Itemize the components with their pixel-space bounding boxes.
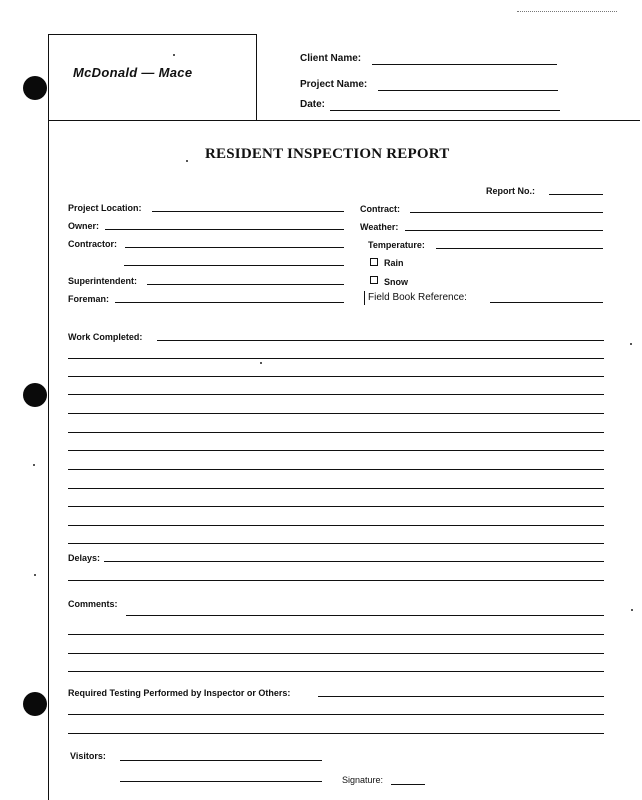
scan-speck	[186, 160, 188, 162]
date-label: Date:	[300, 99, 326, 110]
logo-box-divider	[256, 34, 257, 120]
owner-label: Owner:	[68, 221, 100, 231]
visitors-field-line-2[interactable]	[120, 781, 322, 782]
rain-label: Rain	[384, 258, 404, 268]
scan-speck	[630, 343, 632, 345]
work-completed-line-8[interactable]	[68, 469, 604, 470]
client-name-field[interactable]	[372, 64, 557, 65]
project-name-field[interactable]	[378, 90, 558, 91]
scan-speck	[260, 362, 262, 364]
snow-checkbox[interactable]	[370, 276, 378, 284]
work-completed-label: Work Completed:	[68, 332, 143, 342]
binder-hole-bottom	[23, 692, 47, 716]
field-book-reference-field[interactable]	[490, 302, 603, 303]
field-book-tick	[364, 291, 365, 305]
weather-field[interactable]	[405, 230, 603, 231]
header-top-border	[48, 34, 256, 35]
contract-field[interactable]	[410, 212, 603, 213]
required-testing-label: Required Testing Performed by Inspector or Others:	[68, 688, 291, 698]
scan-speck	[173, 54, 175, 56]
page-title: RESIDENT INSPECTION REPORT	[205, 146, 450, 162]
scan-speck	[33, 464, 35, 466]
report-no-label: Report No.:	[486, 186, 535, 196]
owner-field[interactable]	[105, 229, 344, 230]
signature-label: Signature:	[342, 775, 384, 785]
work-completed-line-10[interactable]	[68, 506, 604, 507]
rain-checkbox[interactable]	[370, 258, 378, 266]
work-completed-line-12[interactable]	[68, 543, 604, 544]
delays-line-1[interactable]	[104, 561, 604, 562]
work-completed-line-4[interactable]	[68, 394, 604, 395]
work-completed-line-3[interactable]	[68, 376, 604, 377]
comments-line-1[interactable]	[126, 615, 604, 616]
work-completed-line-2[interactable]	[68, 358, 604, 359]
snow-label: Snow	[384, 277, 408, 287]
weather-label: Weather:	[360, 222, 399, 232]
comments-line-3[interactable]	[68, 653, 604, 654]
superintendent-label: Superintendent:	[68, 276, 137, 286]
contractor-field-line-2[interactable]	[124, 265, 344, 266]
date-field[interactable]	[330, 110, 560, 111]
binder-hole-middle	[23, 383, 47, 407]
temperature-label: Temperature:	[368, 240, 425, 250]
scan-speck	[34, 574, 36, 576]
company-logo: McDonald — Mace	[73, 65, 193, 80]
top-right-scan-mark	[517, 11, 617, 12]
left-border	[48, 34, 49, 800]
work-completed-line-1[interactable]	[157, 340, 604, 341]
delays-line-2[interactable]	[68, 580, 604, 581]
comments-label: Comments:	[68, 599, 118, 609]
header-bottom-border	[48, 120, 640, 121]
report-no-field[interactable]	[549, 194, 603, 195]
contractor-field[interactable]	[125, 247, 344, 248]
contractor-label: Contractor:	[68, 239, 117, 249]
client-name-label: Client Name:	[300, 53, 362, 64]
required-testing-line-2[interactable]	[68, 714, 604, 715]
foreman-label: Foreman:	[68, 294, 110, 304]
field-book-reference-label: Field Book Reference:	[368, 292, 467, 303]
work-completed-line-7[interactable]	[68, 450, 604, 451]
work-completed-line-6[interactable]	[68, 432, 604, 433]
project-location-label: Project Location:	[68, 203, 142, 213]
signature-field[interactable]	[391, 784, 425, 785]
visitors-label: Visitors:	[70, 751, 106, 761]
foreman-field[interactable]	[115, 302, 344, 303]
contract-label: Contract:	[360, 204, 400, 214]
comments-line-2[interactable]	[68, 634, 604, 635]
work-completed-line-5[interactable]	[68, 413, 604, 414]
comments-line-4[interactable]	[68, 671, 604, 672]
delays-label: Delays:	[68, 553, 101, 563]
project-name-label: Project Name:	[300, 79, 368, 90]
work-completed-line-11[interactable]	[68, 525, 604, 526]
scan-speck	[631, 609, 633, 611]
required-testing-line-1[interactable]	[318, 696, 604, 697]
project-location-field[interactable]	[152, 211, 344, 212]
superintendent-field[interactable]	[147, 284, 344, 285]
visitors-field[interactable]	[120, 760, 322, 761]
work-completed-line-9[interactable]	[68, 488, 604, 489]
binder-hole-top	[23, 76, 47, 100]
temperature-field[interactable]	[436, 248, 603, 249]
required-testing-line-3[interactable]	[68, 733, 604, 734]
